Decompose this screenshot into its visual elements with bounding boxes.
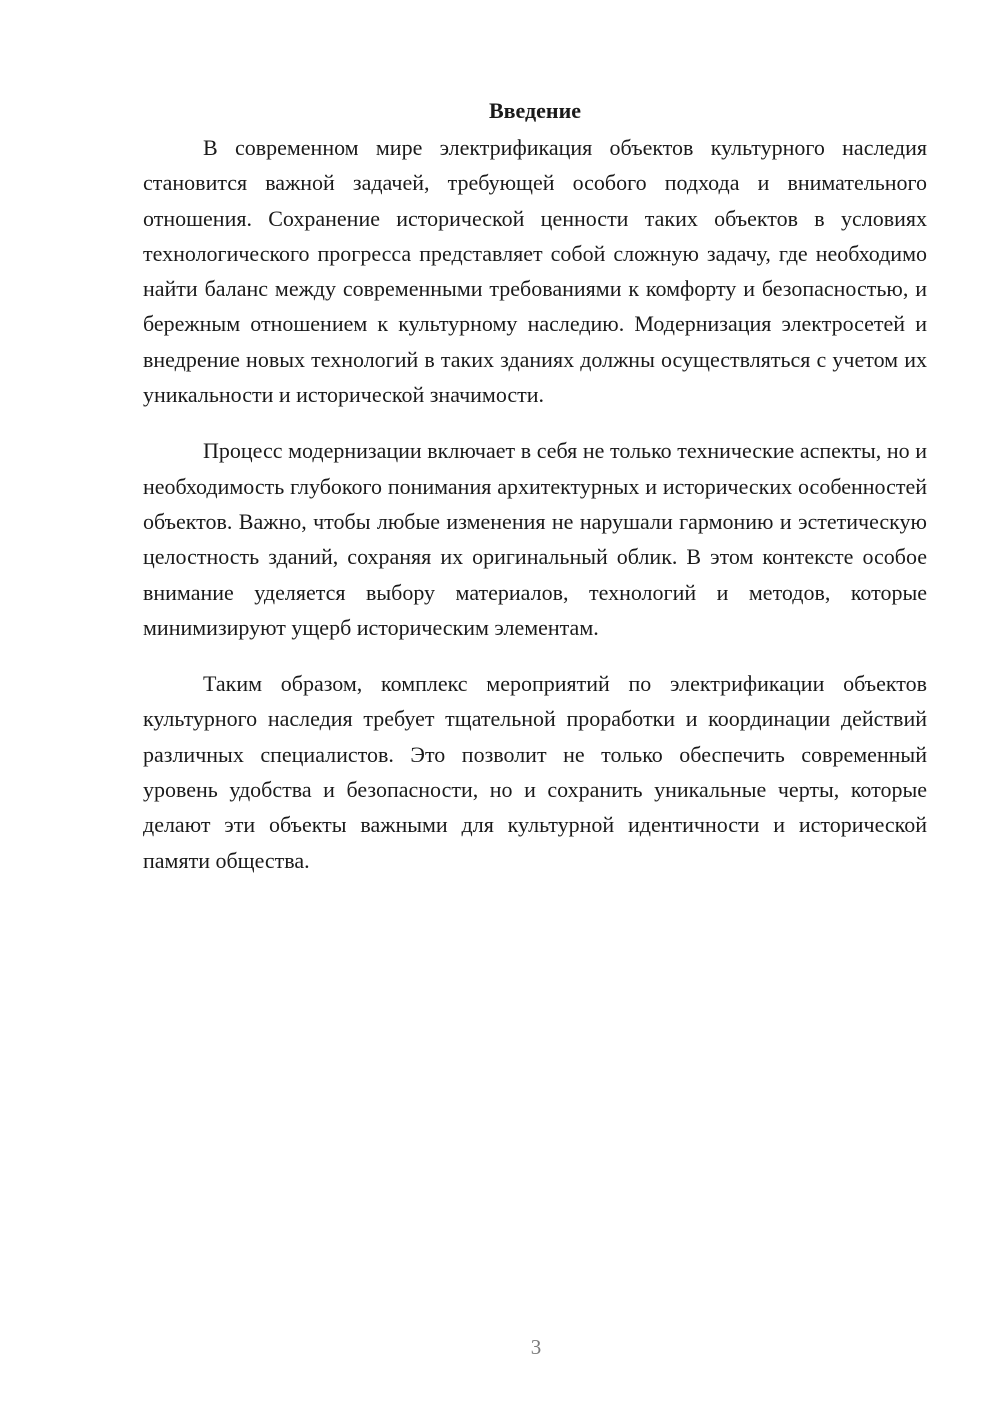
paragraph-1: В современном мире электрификация объектов культурного наследия становится важной задачей, требующей особого подхода и внимательного отношения. Сохранение исторической ценности таких объектов в условиях технологического прогресса представляет собой сложную задачу, где необходимо найти баланс между современными требованиями к комфорту и безопасностью, и бережным отношением к культурному наследию. Модернизация электросетей и внедрение новых технологий в таких зданиях должны осуществляться с учетом их уникальности и исторической значимости.: [143, 135, 927, 408]
page-number: 3: [530, 1335, 542, 1359]
paragraph-3: Таким образом, комплекс мероприятий по электрификации объектов культурного наследия требует тщательной проработки и координации действий различных специалистов. Это позволит не только обеспечить современный уровень удобства и безопасности, но и сохранить уникальные черты, которые делают эти объекты важными для культурной идентичности и исторической памяти общества.: [143, 671, 927, 873]
page-content: [143, 96, 927, 878]
paragraph-2: Процесс модернизации включает в себя не только технические аспекты, но и необходимость глубокого понимания архитектурных и исторических особенностей объектов. Важно, чтобы любые изменения не нарушали гармонию и эстетическую целостность зданий, сохраняя их оригинальный облик. В этом контексте особое внимание уделяется выбору материалов, технологий и методов, которые минимизируют ущерб историческим элементам.: [143, 438, 927, 640]
section-heading: Введение: [488, 98, 582, 123]
